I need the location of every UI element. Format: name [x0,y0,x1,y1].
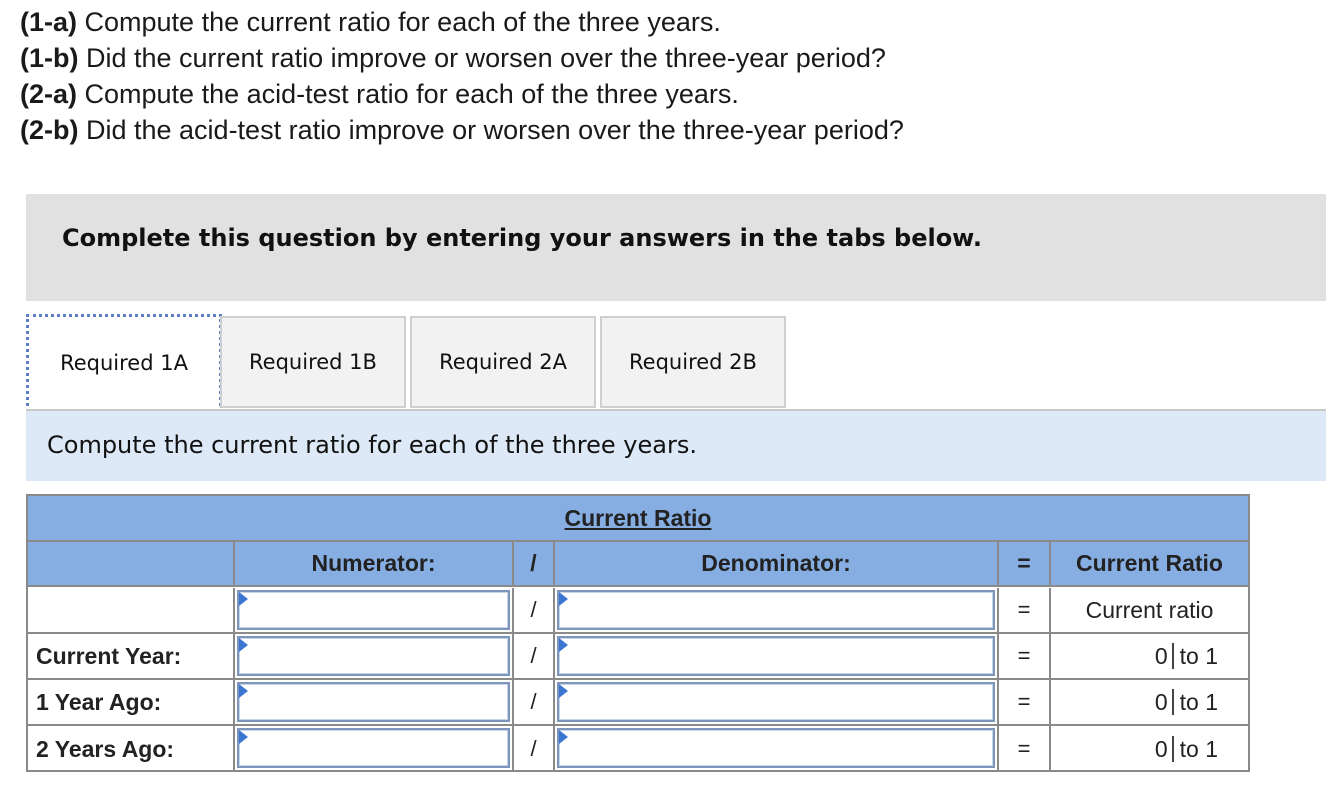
dropdown-marker-icon [239,592,248,606]
equals-cell: = [999,588,1051,634]
tab-required-1a[interactable]: Required 1A [26,314,222,412]
result-suffix: to 1 [1179,688,1218,715]
header-numerator: Numerator: [235,542,514,587]
numerator-cell [235,634,514,680]
equals-cell: = [999,634,1051,680]
header-slash: / [514,542,555,587]
instruction-panel [26,194,1326,301]
numerator-cell [235,588,514,634]
tab-required-1b[interactable]: Required 1B [220,316,406,408]
question-tag: (1-b) [20,43,79,73]
denominator-cell [555,726,999,772]
denominator-input[interactable] [557,590,995,630]
denominator-cell [555,634,999,680]
numerator-input[interactable] [237,590,510,630]
header-equals: = [999,542,1051,587]
instruction-text: Complete this question by entering your answers in the tabs below. [62,224,982,252]
row-label-1-year-ago: 1 Year Ago: [28,680,235,726]
result-suffix: to 1 [1179,735,1218,762]
question-2b [20,112,904,148]
dropdown-marker-icon [559,684,568,698]
denominator-field[interactable] [559,592,993,628]
table-title [28,496,1248,542]
numerator-input[interactable] [237,728,510,768]
equals-cell: = [999,726,1051,772]
equals-cell: = [999,680,1051,726]
prompt-text: Compute the current ratio for each of the three years. [47,431,697,459]
numerator-input[interactable] [237,636,510,676]
row-label [28,588,235,634]
dropdown-marker-icon [559,730,568,744]
question-tag: (2-b) [20,115,79,145]
question-1b [20,40,904,76]
denominator-input[interactable] [557,636,995,676]
dropdown-marker-icon [239,638,248,652]
dropdown-marker-icon [239,730,248,744]
row-label-current-year: Current Year: [28,634,235,680]
numerator-cell [235,726,514,772]
numerator-input[interactable] [237,682,510,722]
result-label: Current ratio [1051,588,1248,634]
question-tag: (1-a) [20,7,78,37]
header-result: Current Ratio [1051,542,1248,587]
header-denominator: Denominator: [555,542,999,587]
dropdown-marker-icon [239,684,248,698]
dropdown-marker-icon [559,592,568,606]
result-suffix: to 1 [1179,642,1218,669]
tab-required-2a[interactable]: Required 2A [410,316,596,408]
result-value: 0 [1155,689,1174,715]
numerator-field[interactable] [239,684,508,720]
denominator-input[interactable] [557,682,995,722]
denominator-cell [555,588,999,634]
result-value: 0 [1155,643,1174,669]
slash-cell: / [514,726,555,772]
denominator-field[interactable] [559,638,993,674]
table-title-text: Current Ratio [564,504,712,531]
numerator-field[interactable] [239,592,508,628]
slash-cell: / [514,680,555,726]
result-value: 0 [1155,736,1174,762]
slash-cell: / [514,634,555,680]
header-label-blank [28,542,235,587]
question-text: Did the current ratio improve or worsen over the three-year period? [78,43,886,73]
question-text: Compute the current ratio for each of the three years. [77,7,721,37]
row-label-2-years-ago: 2 Years Ago: [28,726,235,772]
numerator-field[interactable] [239,730,508,766]
tab-required-2b[interactable]: Required 2B [600,316,786,408]
denominator-field[interactable] [559,730,993,766]
result-cell [1051,634,1248,680]
denominator-cell [555,680,999,726]
numerator-field[interactable] [239,638,508,674]
result-cell [1051,680,1248,726]
dropdown-marker-icon [559,638,568,652]
question-text: Did the acid-test ratio improve or worsen over the three-year period? [78,115,904,145]
denominator-field[interactable] [559,684,993,720]
question-list [20,4,904,148]
prompt-panel [26,411,1326,481]
current-ratio-table [26,494,1250,772]
result-cell [1051,726,1248,772]
denominator-input[interactable] [557,728,995,768]
question-1a [20,4,904,40]
question-text: Compute the acid-test ratio for each of the three years. [77,79,739,109]
question-tag: (2-a) [20,79,78,109]
slash-cell: / [514,588,555,634]
question-2a [20,76,904,112]
numerator-cell [235,680,514,726]
